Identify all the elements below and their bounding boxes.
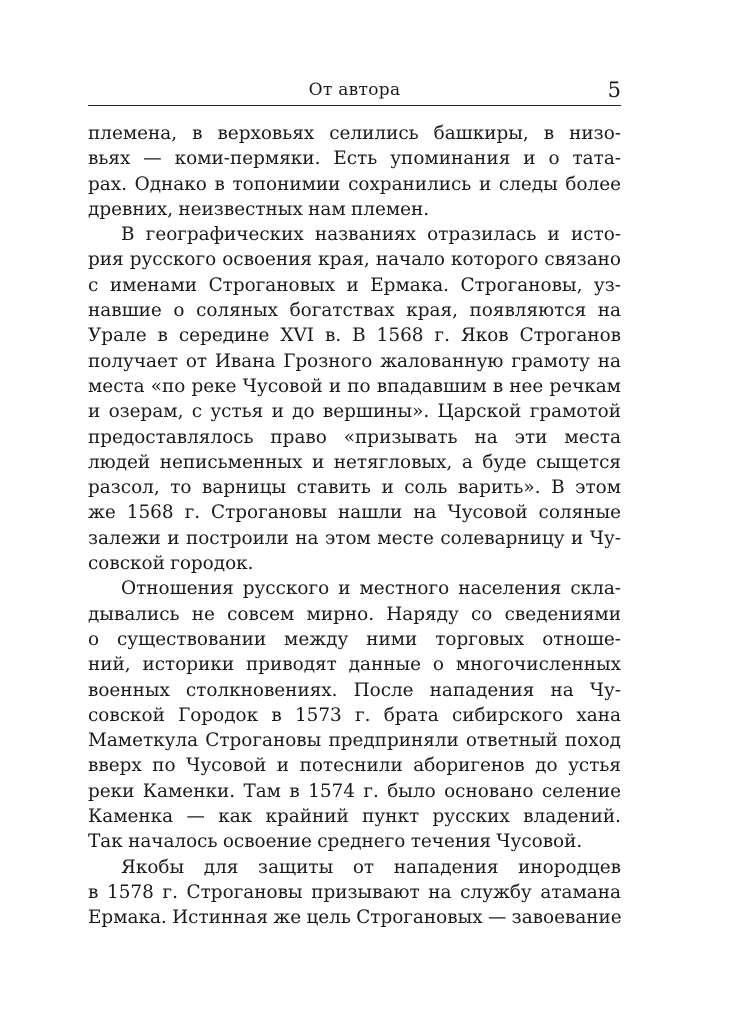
text-line: навшие о соляных богатствах края, появляются на	[88, 300, 621, 322]
text-line: с именами Строгановых и Ермака. Строгановы, уз-	[88, 274, 621, 296]
text-line: совской Городок в 1573 г. брата сибирского хана	[88, 704, 621, 726]
text-line: разсол, то варницы ставить и соль варить». В этом	[88, 477, 621, 499]
text-line: рия русского освоения края, начало которого связано	[88, 249, 621, 271]
text-line: военных столкновениях. После нападения на Чу-	[88, 679, 621, 701]
text-line: племена, в верховьях селились башкиры, в низо-	[88, 123, 621, 144]
text-line: древних, неизвестных нам племен.	[88, 198, 430, 220]
text-line: совской городок.	[88, 553, 254, 575]
text-line: же 1568 г. Строгановы нашли на Чусовой соляные	[88, 502, 621, 524]
page-number: 5	[607, 78, 621, 102]
text-line: Урале в середине XVI в. В 1568 г. Яков Строганов	[88, 325, 621, 347]
text-line: предоставлялось право «призывать на эти места	[88, 426, 621, 448]
text-line: залежи и построили на этом месте солеварницу и Чу-	[88, 527, 621, 549]
body-text	[88, 121, 621, 931]
paragraph-first-line: Отношения русского и местного населения скла-	[121, 578, 621, 600]
text-line: в 1578 г. Строгановы призывают на службу атамана	[88, 881, 621, 903]
book-page	[88, 0, 621, 931]
text-line: места «по реке Чусовой и по впадавшим в нее речкам	[88, 375, 621, 397]
text-line: Так началось освоение среднего течения Чусовой.	[88, 831, 583, 853]
text-line: получает от Ивана Грозного жалованную грамоту на	[88, 350, 621, 372]
text-line: Каменка — как крайний пункт русских владений.	[88, 806, 621, 828]
text-line: ний, историки приводят данные о многочисленных	[88, 654, 621, 676]
paragraph-first-line: Якобы для защиты от нападения инородцев	[121, 856, 621, 878]
text-line: Маметкула Строгановы предприняли ответный поход	[88, 730, 621, 752]
text-line: людей неписьменных и нетягловых, а буде сыщется	[88, 451, 621, 473]
paragraph-first-line: В географических названиях отразилась и исто-	[121, 224, 621, 246]
text-line: и озерам, с устья и до вершины». Царской грамотой	[88, 401, 621, 423]
text-line: вьях — коми-пермяки. Есть упоминания и о тата-	[88, 148, 621, 170]
text-line: рах. Однако в топонимии сохранились и следы более	[88, 173, 621, 195]
text-line: вверх по Чусовой и потеснили аборигенов до устья	[88, 755, 621, 777]
running-head	[88, 0, 621, 106]
text-line: о существовании между ними торговых отноше-	[88, 628, 621, 650]
text-line: Ермака. Истинная же цель Строгановых — завоевание	[88, 907, 622, 929]
running-title: От автора	[308, 80, 401, 100]
text-line: реки Каменки. Там в 1574 г. было основано селение	[88, 780, 621, 802]
text-line: дывались не совсем мирно. Наряду со сведениями	[88, 603, 621, 625]
